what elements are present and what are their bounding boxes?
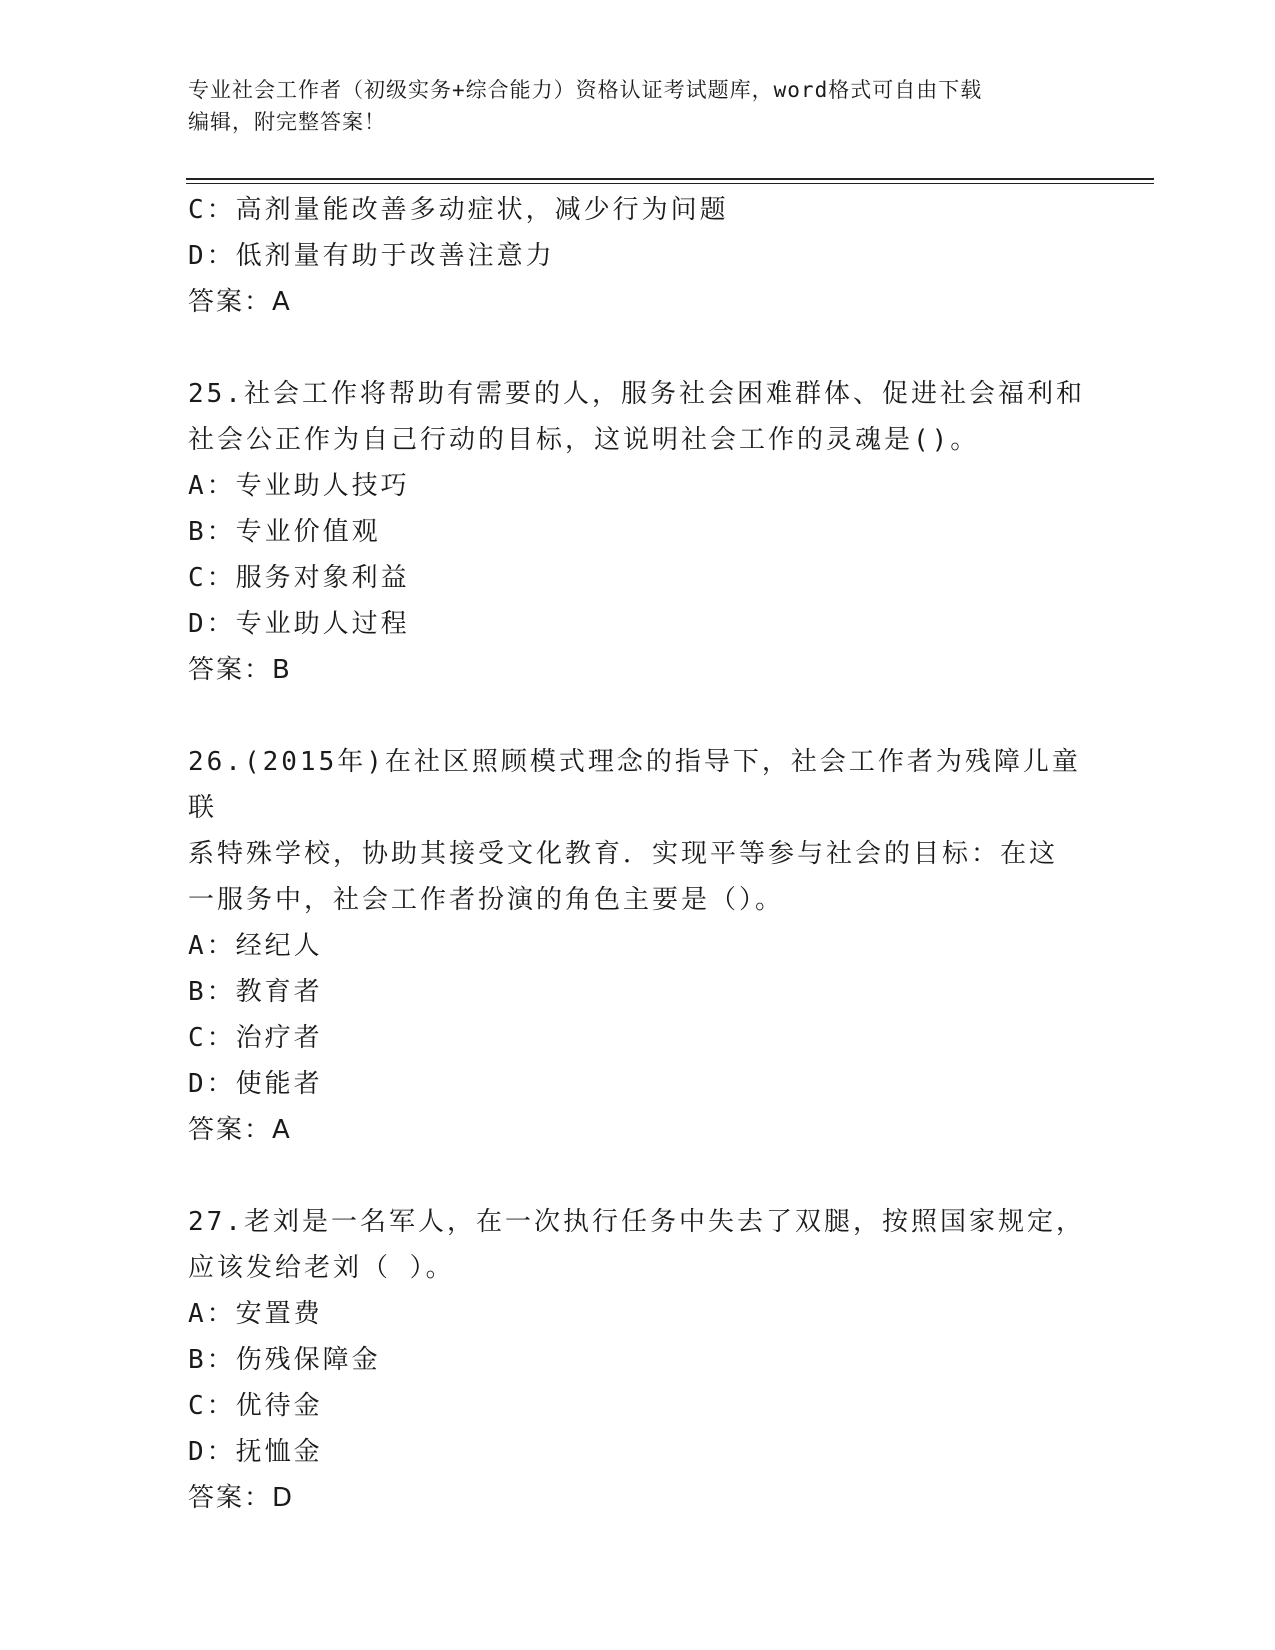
question-25 — [188, 371, 1088, 693]
option-c: C：优待金 — [188, 1391, 323, 1421]
header-line-2: 编辑，附完整答案！ — [188, 110, 386, 134]
question-24-tail — [188, 187, 1088, 325]
option-b: B：专业价值观 — [188, 517, 381, 547]
answer: 答案：A — [188, 287, 292, 317]
question-text-line: 25.社会工作将帮助有需要的人，服务社会困难群体、促进社会福利和 — [188, 379, 1085, 409]
option-d: D：使能者 — [188, 1069, 323, 1099]
question-26 — [188, 739, 1088, 1153]
option-d: D：专业助人过程 — [188, 609, 410, 639]
option-c: C：服务对象利益 — [188, 563, 410, 593]
answer: 答案：B — [188, 655, 292, 685]
option-b: B：教育者 — [188, 977, 323, 1007]
question-content — [188, 187, 1088, 1521]
option-a: A：经纪人 — [188, 931, 323, 961]
header-rule-thick — [186, 178, 1154, 180]
option-a: A：安置费 — [188, 1299, 323, 1329]
option-c: C：高剂量能改善多动症状，减少行为问题 — [188, 195, 729, 225]
document-header — [188, 74, 1088, 138]
question-27 — [188, 1199, 1088, 1521]
option-d: D：抚恤金 — [188, 1437, 323, 1467]
option-b: B：伤残保障金 — [188, 1345, 381, 1375]
header-rule-thin — [186, 183, 1154, 184]
question-text-line: 系特殊学校，协助其接受文化教育．实现平等参与社会的目标：在这 — [188, 839, 1059, 869]
option-c: C：治疗者 — [188, 1023, 323, 1053]
header-line-1: 专业社会工作者（初级实务+综合能力）资格认证考试题库，word格式可自由下载 — [188, 78, 983, 102]
option-a: A：专业助人技巧 — [188, 471, 410, 501]
question-text-line: 27.老刘是一名军人，在一次执行任务中失去了双腿，按照国家规定， — [188, 1207, 1085, 1237]
answer: 答案：A — [188, 1115, 292, 1145]
question-text-line: 社会公正作为自己行动的目标，这说明社会工作的灵魂是()。 — [188, 425, 980, 455]
answer: 答案：D — [188, 1483, 295, 1513]
option-d: D：低剂量有助于改善注意力 — [188, 241, 555, 271]
question-text-line: 一服务中，社会工作者扮演的角色主要是（）。 — [188, 885, 785, 915]
question-text-line: 26.(2015年)在社区照顾模式理念的指导下，社会工作者为残障儿童联 — [188, 747, 1081, 823]
question-text-line: 应该发给老刘（ ）。 — [188, 1253, 455, 1283]
